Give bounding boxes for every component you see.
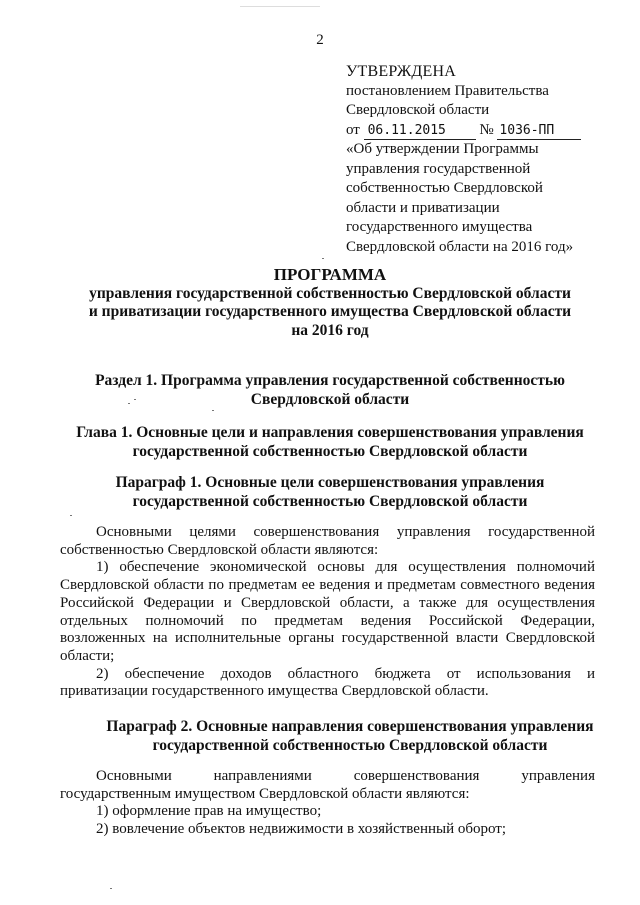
approval-subject-line: Свердловской области на 2016 год» xyxy=(346,238,574,255)
program-title xyxy=(70,266,590,340)
paragraph2-item1: 1) оформление прав на имущество; xyxy=(96,803,322,820)
paragraph1-item2: 2) обеспечение доходов областного бюджета от использования и приватизации государственного имущества Свердловской области. xyxy=(60,665,595,700)
approval-title: УТВЕРЖДЕНА xyxy=(346,63,457,80)
paragraph2-heading-line2: государственной собственностью Свердловской области xyxy=(152,736,548,754)
program-title-line2: управления государственной собственностью Свердловской области xyxy=(89,284,571,302)
scan-speck xyxy=(70,515,72,516)
paragraph1-heading xyxy=(70,474,590,511)
paragraph1-heading-line1: Параграф 1. Основные цели совершенствования управления xyxy=(115,474,545,491)
paragraph1-heading-line2: государственной собственностью Свердловской области xyxy=(132,492,528,510)
paragraph2-body xyxy=(60,768,595,839)
approval-line1: постановлением Правительства xyxy=(346,82,549,99)
paragraph2-item2: 2) вовлечение объектов недвижимости в хозяйственный оборот; xyxy=(96,821,507,838)
page-number: 2 xyxy=(316,32,324,48)
chapter-heading xyxy=(70,424,590,461)
scan-speck xyxy=(322,258,324,259)
paragraph2-heading-line1: Параграф 2. Основные направления совершенствования управления xyxy=(106,718,594,735)
approval-subject-line: области и приватизации xyxy=(346,199,500,216)
program-title-line4: на 2016 год xyxy=(291,321,369,339)
section-heading-line1: Раздел 1. Программа управления государственной собственностью xyxy=(95,372,565,389)
chapter-heading-line2: государственной собственностью Свердловской области xyxy=(132,442,528,460)
approval-subject-line: «Об утверждении Программы xyxy=(346,141,539,157)
approval-number: 1036-ПП xyxy=(497,123,581,140)
number-prefix: № xyxy=(479,121,494,138)
scan-speck xyxy=(240,6,320,7)
paragraph1-body xyxy=(60,524,595,701)
paragraph1-item1: 1) обеспечение экономической основы для осуществления полномочий Свердловской области по предметам ее ведения и предметам совместного ведения Российской Федерации и Свердловской области, а также для осуществления отдельных полномочий по предметам ведения Российской Федерации, возложенных на исполнительные органы государственной власти Свердловской области; xyxy=(60,559,595,664)
paragraph2-heading xyxy=(90,718,610,755)
paragraph1-intro: Основными целями совершенствования управления государственной собственностью Свердловской области являются: xyxy=(60,524,595,558)
section-heading xyxy=(70,372,590,409)
approval-date-line xyxy=(346,121,626,141)
scan-speck xyxy=(128,403,130,404)
approval-stamp xyxy=(346,62,626,257)
approval-line2: Свердловской области xyxy=(346,102,490,118)
approval-date: 06.11.2015 xyxy=(364,123,476,140)
paragraph2-intro: Основными направлениями совершенствования управления государственным имуществом Свердловской области являются: xyxy=(60,768,595,802)
date-prefix: от xyxy=(346,121,360,138)
program-title-line1: ПРОГРАММА xyxy=(273,265,387,284)
scan-speck xyxy=(110,888,112,889)
approval-subject-line: управления государственной xyxy=(346,160,531,177)
approval-subject-line: государственного имущества xyxy=(346,219,533,235)
program-title-line3: и приватизации государственного имущества Свердловской области xyxy=(88,303,572,320)
scan-speck xyxy=(212,410,214,411)
scan-speck xyxy=(134,399,136,400)
approval-subject-line: собственностью Свердловской xyxy=(346,180,543,196)
section-heading-line2: Свердловской области xyxy=(250,390,410,408)
chapter-heading-line1: Глава 1. Основные цели и направления совершенствования управления xyxy=(76,424,584,441)
